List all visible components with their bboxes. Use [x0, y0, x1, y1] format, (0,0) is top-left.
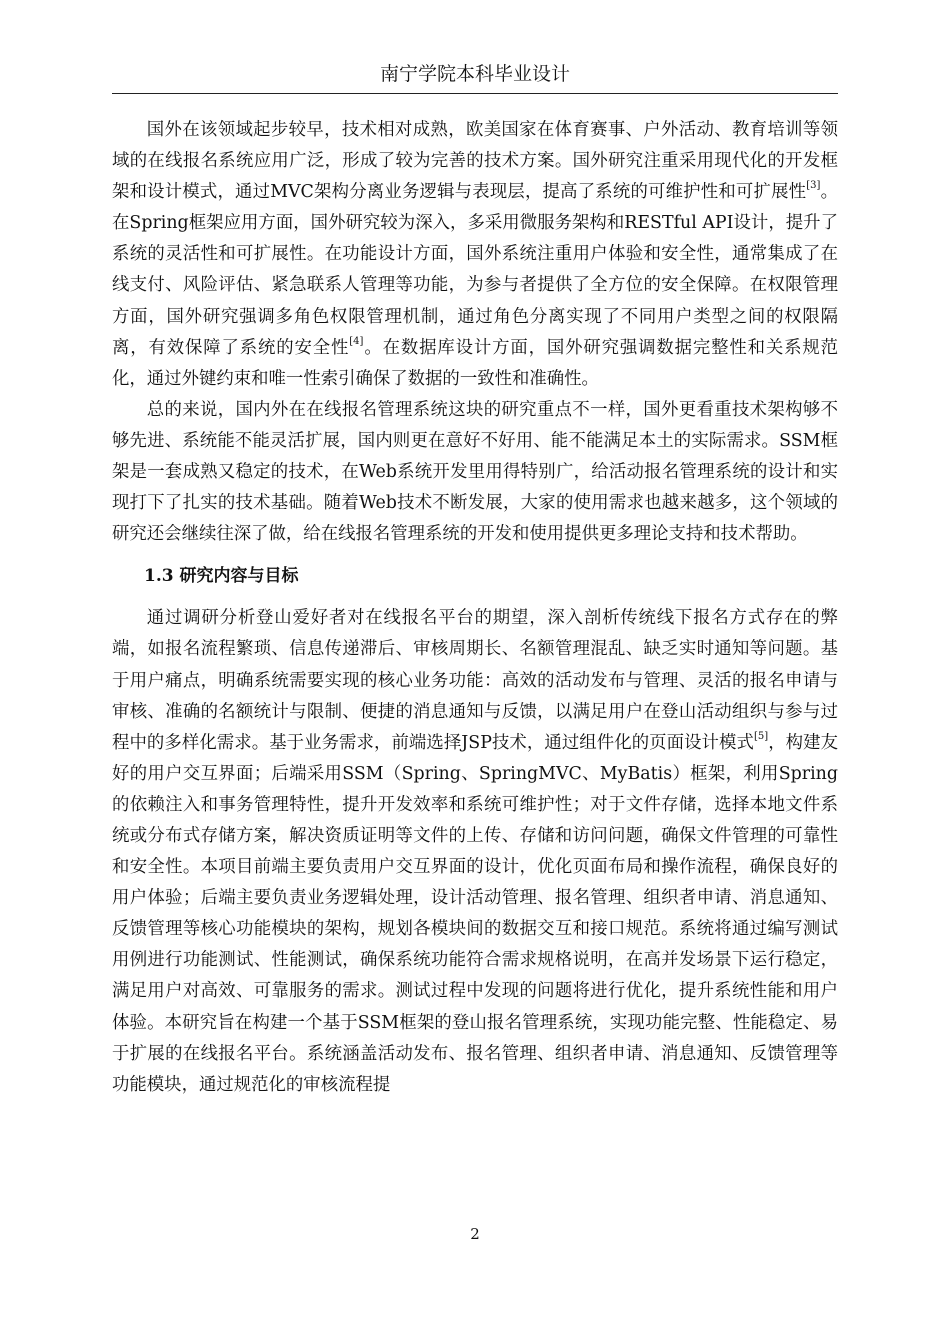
- paragraph-text: 。在Spring框架应用方面，国外研究较为深入，多采用微服务架构和RESTful API设计，提升了系统的灵活性和可扩展性。在功能设计方面，国外系统注重用户体验和安全性，通常集成了在线支付、风险评估、紧急联系人管理等功能，为参与者提供了全方位的安全保障。在权限管理方面，国外研究强调多角色权限管理机制，通过角色分离实现了不同用户类型之间的权限隔离，有效保障了系统的安全性: [112, 182, 838, 358]
- paragraph-foreign-research: [112, 115, 838, 395]
- citation-ref: [3]: [806, 180, 821, 192]
- page-body: [112, 115, 838, 1101]
- paragraph-text: 通过调研分析登山爱好者对在线报名平台的期望，深入剖析传统线下报名方式存在的弊端，如报名流程繁琐、信息传递滞后、审核周期长、名额管理混乱、缺乏实时通知等问题。基于用户痛点，明确系统需要实现的核心业务功能：高效的活动发布与管理、灵活的报名申请与审核、准确的名额统计与限制、便捷的消息通知与反馈，以满足用户在登山活动组织与参与过程中的多样化需求。基于业务需求，前端选择JSP技术，通过组件化的页面设计模式: [112, 608, 838, 753]
- paragraph-text: 国外在该领域起步较早，技术相对成熟，欧美国家在体育赛事、户外活动、教育培训等领域的在线报名系统应用广泛，形成了较为完善的技术方案。国外研究注重采用现代化的开发框架和设计模式，通过MVC架构分离业务逻辑与表现层，提高了系统的可维护性和可扩展性: [112, 120, 838, 203]
- page-header: 南宁学院本科毕业设计: [379, 63, 570, 85]
- paragraph-summary: 总的来说，国内外在在线报名管理系统这块的研究重点不一样，国外更看重技术架构够不够先进、系统能不能灵活扩展，国内则更在意好不好用、能不能满足本土的实际需求。SSM框架是一套成熟又稳定的技术，在Web系统开发里用得特别广，给活动报名管理系统的设计和实现打下了扎实的技术基础。随着Web技术不断发展，大家的使用需求也越来越多，这个领域的研究还会继续往深了做，给在线报名管理系统的开发和使用提供更多理论支持和技术帮助。: [112, 399, 838, 545]
- citation-ref: [4]: [349, 335, 364, 347]
- citation-ref: [5]: [753, 730, 769, 742]
- paragraph-text: 。在数据库设计方面，国外研究强调数据完整性和关系规范化，通过外键约束和唯一性索引确保了数据的一致性和准确性。: [112, 337, 838, 389]
- paragraph-research-content: [112, 603, 838, 1101]
- header-rule: [112, 93, 838, 94]
- page-number: 2: [470, 1225, 480, 1243]
- paragraph-text: ，构建友好的用户交互界面；后端采用SSM（Spring、SpringMVC、MyBatis）框架，利用Spring的依赖注入和事务管理特性，提升开发效率和系统可维护性；对于文件存储，选择本地文件系统或分布式存储方案，解决资质证明等文件的上传、存储和访问问题，确保文件管理的可靠性和安全性。本项目前端主要负责用户交互界面的设计，优化页面布局和操作流程，确保良好的用户体验；后端主要负责业务逻辑处理，设计活动管理、报名管理、组织者申请、消息通知、反馈管理等核心功能模块的架构，规划各模块间的数据交互和接口规范。系统将通过编写测试用例进行功能测试、性能测试，确保系统功能符合需求规格说明，在高并发场景下运行稳定，满足用户对高效、可靠服务的需求。测试过程中发现的问题将进行优化，提升系统性能和用户体验。本研究旨在构建一个基于SSM框架的登山报名管理系统，实现功能完整、性能稳定、易于扩展的在线报名平台。系统涵盖活动发布、报名管理、组织者申请、消息通知、反馈管理等功能模块，通过规范化的审核流程提: [112, 732, 838, 1095]
- section-heading: 1.3 研究内容与目标: [144, 566, 299, 587]
